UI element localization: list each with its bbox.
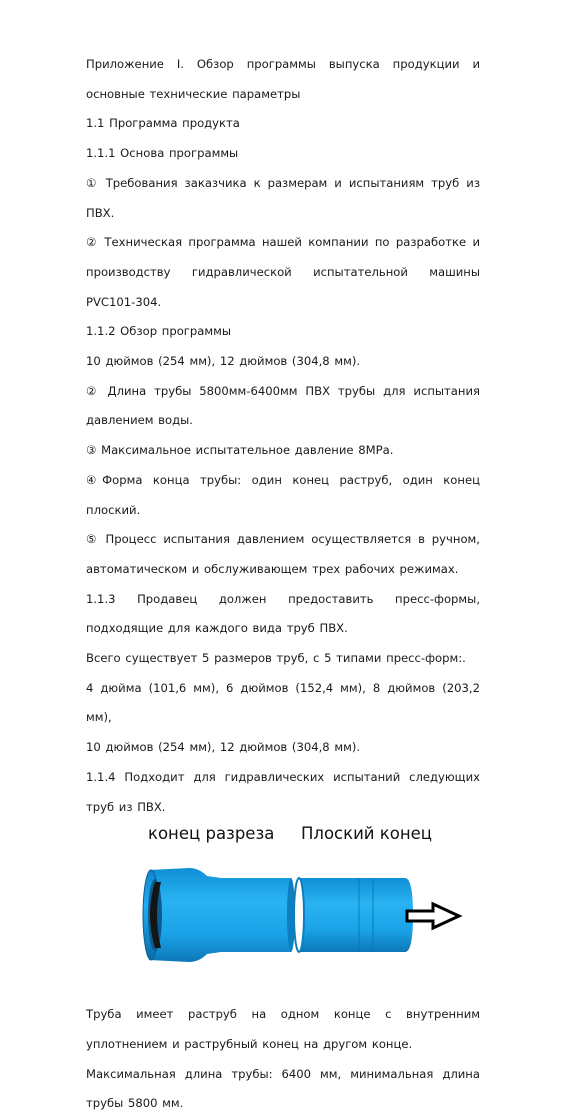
mold-sizes-1: 4 дюйма (101,6 мм), 6 дюймов (152,4 мм), 8 дюймов (203,2 мм), (86, 680, 480, 725)
pipe-figure (86, 824, 480, 994)
socket-end-label: конец разреза (148, 824, 275, 844)
section-1-1-3: 1.1.3 Продавец должен предоставить пресс-формы, подходящие для каждого вида труб ПВХ. (86, 591, 480, 636)
section-1-1-2: 1.1.2 Обзор программы (86, 324, 231, 339)
mold-sizes-2: 10 дюймов (254 мм), 12 дюймов (304,8 мм). (86, 740, 361, 755)
list-item-1: ① Требования заказчика к размерам и испытаниям труб из ПВХ. (86, 175, 480, 220)
arrow-right-icon (407, 904, 459, 928)
socket-pipe-segment (143, 868, 295, 962)
pipe-description: Труба имеет раструб на одном конце с внутренним уплотнением и раструбный конец на другом конце. (86, 1007, 480, 1051)
document-page (86, 50, 480, 1119)
list-item-test-modes: ⑤ Процесс испытания давлением осуществляется в ручном, автоматическом и обслуживающем трех рабочих режимах. (86, 532, 480, 576)
section-1-1-1: 1.1.1 Основа программы (86, 146, 239, 161)
section-1-1-4: 1.1.4 Подходит для гидравлических испытаний следующих труб из ПВХ. (86, 769, 480, 814)
list-item-max-pressure: ③ Максимальное испытательное давление 8МРа. (86, 443, 394, 458)
plain-pipe-segment (294, 878, 413, 952)
appendix-title: Приложение I. Обзор программы выпуска продукции и основные технические параметры (86, 57, 480, 101)
pipe-illustration (141, 860, 471, 970)
list-item-2: ② Техническая программа нашей компании по разработке и производству гидравлической испытательной машины PVC101-304. (86, 235, 480, 309)
flat-end-label: Плоский конец (301, 824, 433, 844)
pipe-length-range: Максимальная длина трубы: 6400 мм, минимальная длина трубы 5800 мм. (86, 1066, 480, 1111)
list-item-pipe-length: ② Длина трубы 5800мм-6400мм ПВХ трубы для испытания давлением воды. (86, 383, 480, 428)
sizes-line: 10 дюймов (254 мм), 12 дюймов (304,8 мм). (86, 354, 361, 369)
mold-count: Всего существует 5 размеров труб, с 5 типами пресс-форм:. (86, 651, 466, 666)
list-item-pipe-end: ④Форма конца трубы: один конец раструб, один конец плоский. (86, 472, 480, 517)
section-1-1: 1.1 Программа продукта (86, 116, 240, 131)
